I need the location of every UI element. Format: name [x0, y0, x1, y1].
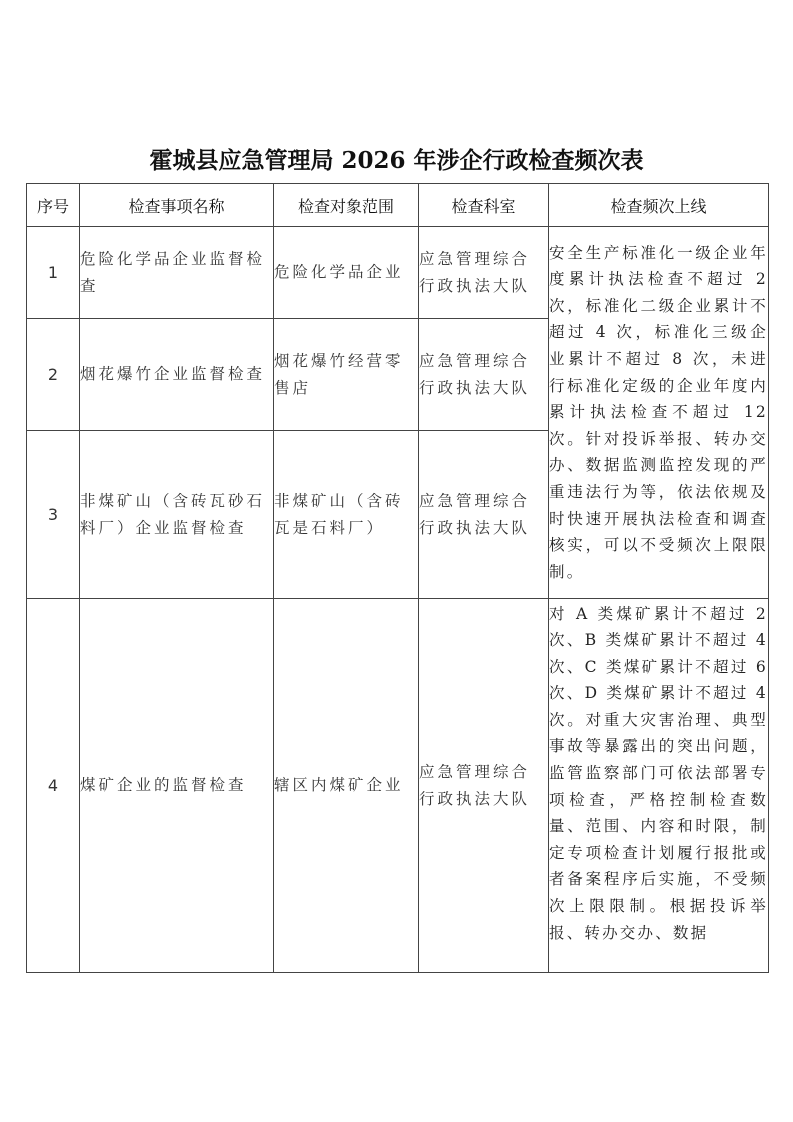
row-item: 烟花爆竹企业监督检查 — [80, 319, 274, 431]
row-scope: 辖区内煤矿企业 — [274, 599, 419, 973]
row-dept: 应急管理综合行政执法大队 — [419, 431, 549, 599]
row-no: 3 — [27, 431, 80, 599]
row-item: 非煤矿山（含砖瓦砂石料厂）企业监督检查 — [80, 431, 274, 599]
table-header-row — [27, 184, 769, 227]
row-dept: 应急管理综合行政执法大队 — [419, 319, 549, 431]
table-row — [27, 599, 769, 973]
document-title: 霍城县应急管理局 2026 年涉企行政检查频次表 — [149, 147, 644, 174]
inspection-frequency-table — [26, 183, 769, 973]
frequency-text: 对 A 类煤矿累计不超过 2 次、B 类煤矿累计不超过 4 次、C 类煤矿累计不超过 6 次、D 类煤矿累计不超过 4 次。对重大灾害治理、典型事故等暴露出的突出问题，监管监察部门可依法部署专项检查，严格控制检查数量、范围、内容和时限，制定专项检查计划履行报批或者备案程序后实施，不受频次上限限制。根据投诉举报、转办交办、数据 — [549, 604, 768, 942]
header-item: 检查事项名称 — [80, 184, 274, 227]
row-frequency — [549, 599, 769, 973]
header-frequency: 检查频次上线 — [549, 184, 769, 227]
header-no: 序号 — [27, 184, 80, 227]
row-scope: 烟花爆竹经营零售店 — [274, 319, 419, 431]
header-dept: 检查科室 — [419, 184, 549, 227]
table-row — [27, 227, 769, 319]
row-no: 2 — [27, 319, 80, 431]
row-item: 煤矿企业的监督检查 — [80, 599, 274, 973]
row-no: 4 — [27, 599, 80, 973]
frequency-text: 安全生产标准化一级企业年度累计执法检查不超过 2 次，标准化二级企业累计不超过 4 次，标准化三级企业累计不超过 8 次，未进行标准化定级的企业年度内累计执法检查不超过 12 次。针对投诉举报、转办交办、数据监测监控发现的严重违法行为等，依法依规及时快速开展执法检查和调查核实，可以不受频次上限限制。 — [549, 243, 768, 581]
row-no: 1 — [27, 227, 80, 319]
header-scope: 检查对象范围 — [274, 184, 419, 227]
row-frequency-shared — [549, 227, 769, 599]
row-item: 危险化学品企业监督检查 — [80, 227, 274, 319]
row-dept: 应急管理综合行政执法大队 — [419, 599, 549, 973]
row-dept: 应急管理综合行政执法大队 — [419, 227, 549, 319]
row-scope: 危险化学品企业 — [274, 227, 419, 319]
row-scope: 非煤矿山（含砖瓦是石料厂） — [274, 431, 419, 599]
